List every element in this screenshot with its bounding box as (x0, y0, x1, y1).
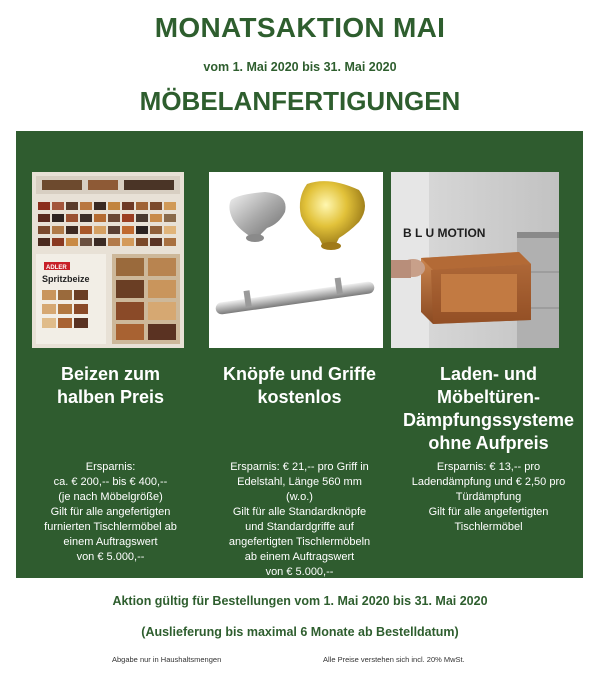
offer-heading (396, 363, 581, 455)
offer-knobs-handles (205, 131, 394, 578)
brand-text: ADLER (46, 265, 67, 271)
offer-detail-line: furnierten Tischlermöbel ab (44, 521, 177, 533)
tax-note: Alle Preise verstehen sich incl. 20% MwSt. (323, 655, 465, 664)
knobs-handles-image (209, 172, 383, 348)
offer-detail-line: (je nach Möbelgröße) (58, 491, 163, 503)
offer-damping (394, 131, 583, 578)
offer-detail-line: Gilt für alle Standardknöpfe (232, 506, 367, 518)
offer-detail-line: Türdämpfung (455, 491, 522, 503)
offer-detail-line: einem Auftragswert (63, 536, 158, 548)
offer-detail-line: Gilt für alle angefertigten (428, 506, 549, 518)
brand-text: B L U MOTION (403, 226, 486, 240)
offers-panel (16, 131, 583, 578)
delivery-note: (Auslieferung bis maximal 6 Monate ab Bestelldatum) (141, 625, 459, 639)
offer-heading-line: halben Preis (56, 387, 165, 407)
offer-heading (207, 363, 392, 409)
offer-detail-line: ca. € 200,-- bis € 400,-- (53, 476, 168, 488)
quantity-note: Abgabe nur in Haushaltsmengen (112, 655, 222, 664)
promo-date-range: vom 1. Mai 2020 bis 31. Mai 2020 (203, 60, 397, 74)
product-label: Spritzbeize (42, 274, 90, 284)
offer-detail-line: ab einem Auftragswert (244, 551, 355, 563)
offer-heading-line: Knöpfe und Griffe (223, 364, 376, 384)
offer-details (20, 460, 201, 565)
offer-heading-line: kostenlos (257, 387, 342, 407)
offer-detail-line: Gilt für alle angefertigten (50, 506, 171, 518)
offer-detail-line: Ersparnis: (85, 461, 136, 473)
validity-note: Aktion gültig für Bestellungen vom 1. Mai 2020 bis 31. Mai 2020 (112, 594, 488, 608)
offer-detail-line: angefertigten Tischlermöbeln (228, 536, 371, 548)
offer-detail-line: Ersparnis: € 21,-- pro Griff in (230, 461, 369, 473)
offer-detail-line: Ladendämpfung und € 2,50 pro (411, 476, 566, 488)
offer-detail-line: Edelstahl, Länge 560 mm (237, 476, 362, 488)
offer-heading (18, 363, 203, 409)
page-title: MONATSAKTION MAI (154, 12, 446, 43)
offer-detail-line: Tischlermöbel (454, 521, 523, 533)
offer-heading-line: ohne Aufpreis (428, 433, 549, 453)
offer-detail-line: von € 5.000,-- (265, 566, 334, 578)
offer-stains (16, 131, 205, 578)
offer-heading-line: Dämpfungssysteme (402, 410, 575, 430)
offer-detail-line: (w.o.) (286, 491, 313, 503)
page-subtitle: MÖBELANFERTIGUNGEN (139, 86, 461, 116)
offer-heading-line: Beizen zum (60, 364, 161, 384)
offer-detail-line: und Standardgriffe auf (245, 521, 354, 533)
drawer-damping-image (391, 172, 559, 348)
offer-details (398, 460, 579, 535)
offer-heading-line: Laden- und (440, 364, 537, 384)
offer-detail-line: Ersparnis: € 13,-- pro (436, 461, 541, 473)
offer-detail-line: von € 5.000,-- (76, 551, 145, 563)
offer-heading-line: Möbeltüren- (437, 387, 540, 407)
offer-details (209, 460, 390, 580)
stain-samples-image (32, 172, 184, 348)
